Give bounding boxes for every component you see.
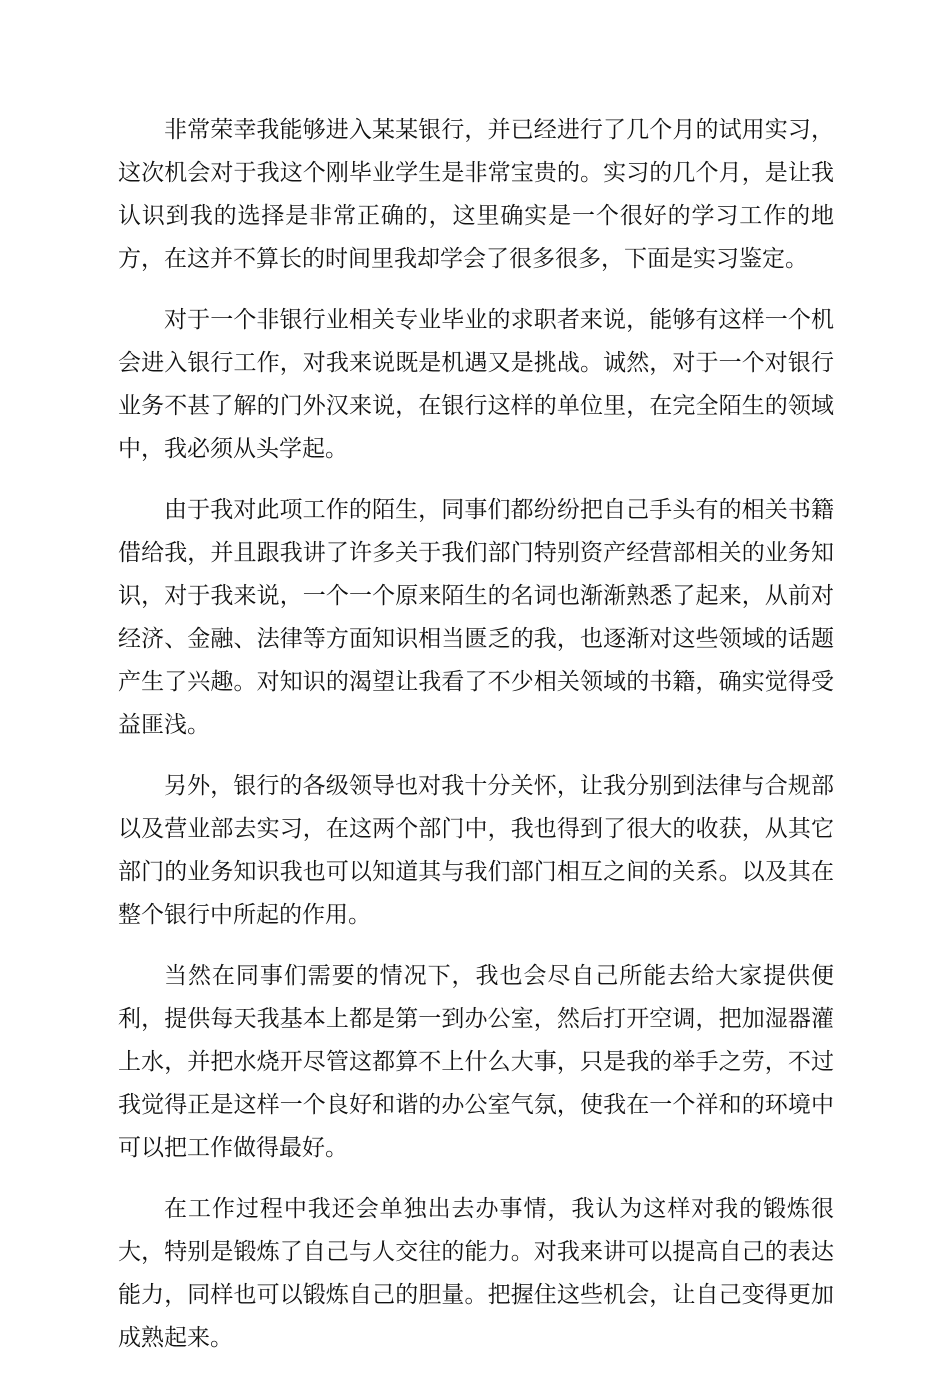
paragraph-5: 当然在同事们需要的情况下，我也会尽自己所能去给大家提供便利，提供每天我基本上都是第一到办公室，然后打开空调，把加湿器灌上水，并把水烧开尽管这都算不上什么大事，只是我的举手之劳，不过我觉得正是这样一个良好和谐的办公室气氛，使我在一个祥和的环境中可以把工作做得最好。: [118, 963, 834, 1161]
paragraph-6: 在工作过程中我还会单独出去办事情，我认为这样对我的锻炼很大，特别是锻炼了自己与人交往的能力。对我来讲可以提高自己的表达能力，同样也可以锻炼自己的胆量。把握住这些机会，让自己变得更加成熟起来。: [118, 1196, 834, 1351]
document-body: [118, 109, 834, 1378]
paragraph-3: 由于我对此项工作的陌生，同事们都纷纷把自己手头有的相关书籍借给我，并且跟我讲了许多关于我们部门特别资产经营部相关的业务知识，对于我来说，一个一个原来陌生的名词也渐渐熟悉了起来，从前对经济、金融、法律等方面知识相当匮乏的我，也逐渐对这些领域的话题产生了兴趣。对知识的渴望让我看了不少相关领域的书籍，确实觉得受益匪浅。: [118, 497, 834, 738]
paragraph-4: 另外，银行的各级领导也对我十分关怀，让我分别到法律与合规部以及营业部去实习，在这两个部门中，我也得到了很大的收获，从其它部门的业务知识我也可以知道其与我们部门相互之间的关系。以及其在整个银行中所起的作用。: [118, 773, 834, 928]
paragraph-2: 对于一个非银行业相关专业毕业的求职者来说，能够有这样一个机会进入银行工作，对我来说既是机遇又是挑战。诚然，对于一个对银行业务不甚了解的门外汉来说，在银行这样的单位里，在完全陌生的领域中，我必须从头学起。: [118, 307, 834, 462]
paragraph-1: 非常荣幸我能够进入某某银行，并已经进行了几个月的试用实习，这次机会对于我这个刚毕业学生是非常宝贵的。实习的几个月，是让我认识到我的选择是非常正确的，这里确实是一个很好的学习工作的地方，在这并不算长的时间里我却学会了很多很多，下面是实习鉴定。: [118, 117, 834, 272]
